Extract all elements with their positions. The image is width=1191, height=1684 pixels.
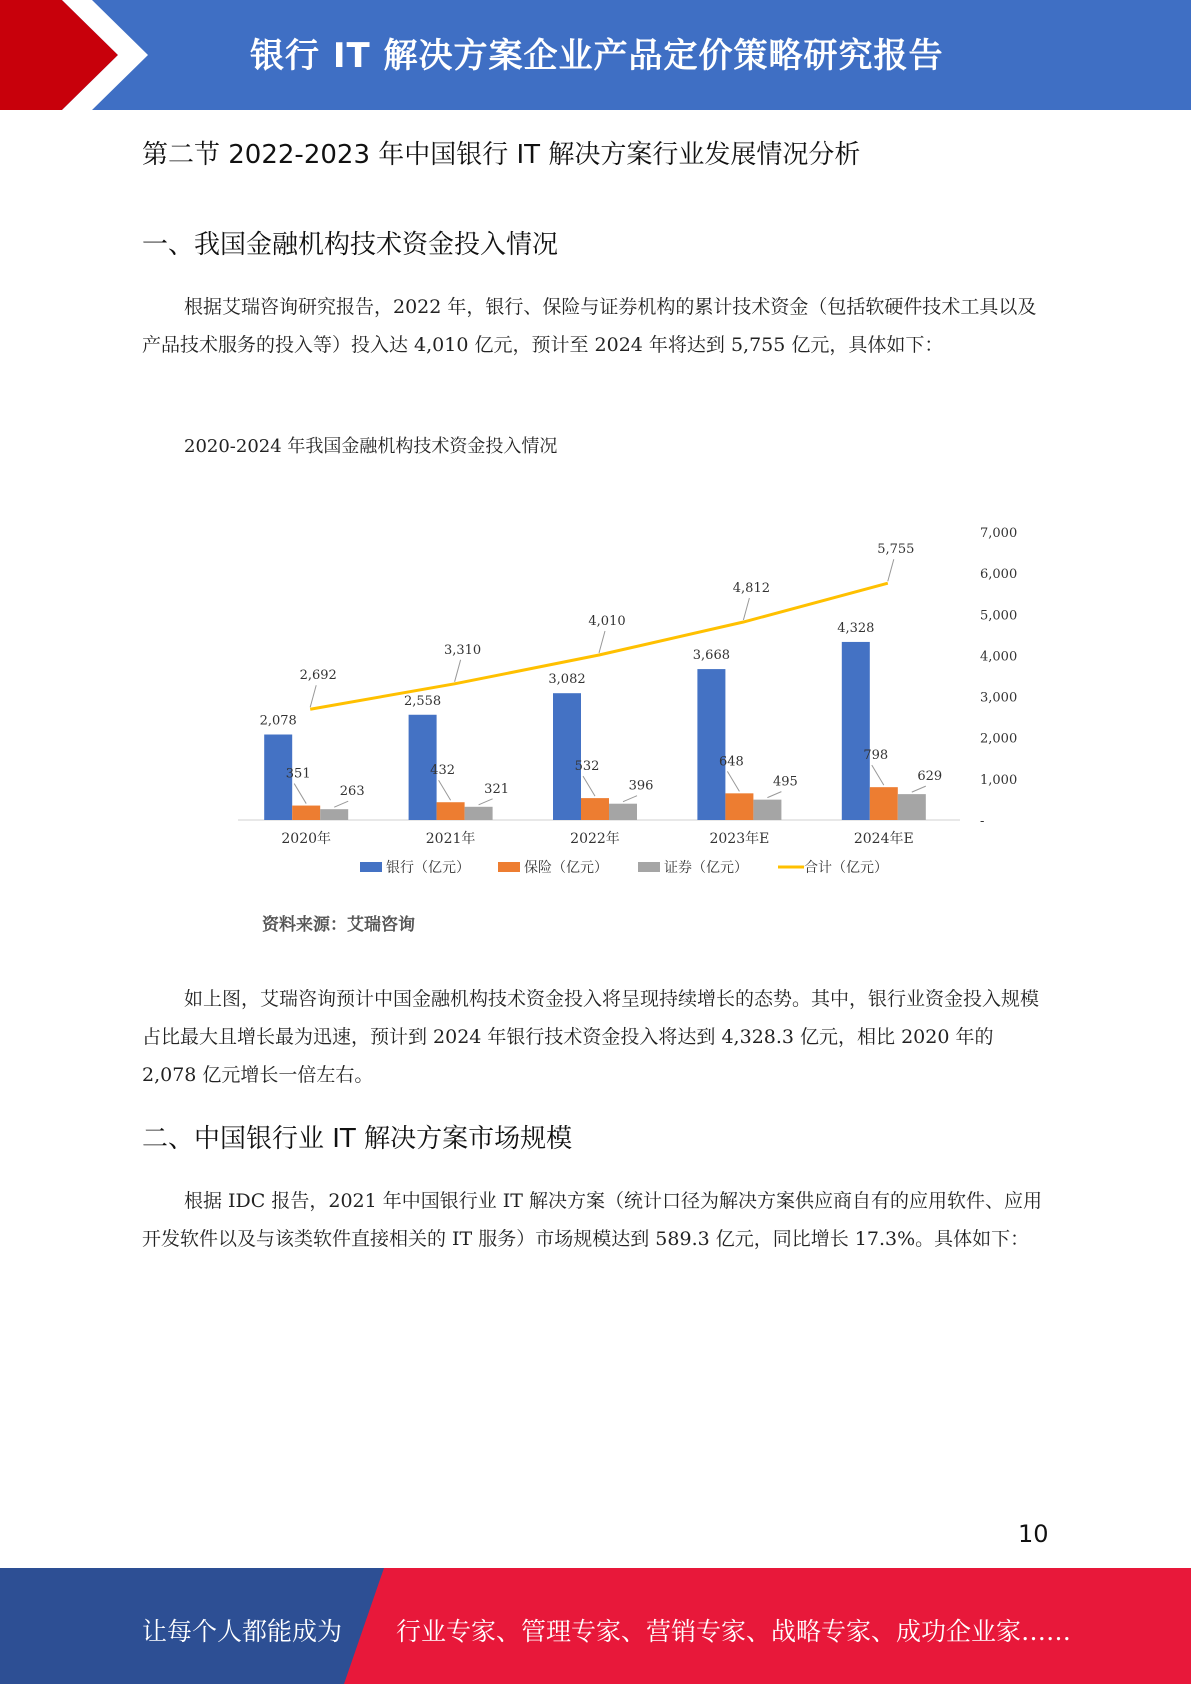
bar-data-label: 351 bbox=[285, 766, 311, 782]
bar-data-label: 648 bbox=[718, 754, 744, 770]
data-label-leader bbox=[599, 631, 605, 653]
bar-0 bbox=[553, 693, 581, 820]
footer-slogan-right: 行业专家、管理专家、营销专家、战略专家、成功企业家…… bbox=[396, 1617, 1072, 1646]
chart-caption: 2020-2024 年我国金融机构技术资金投入情况 bbox=[184, 436, 558, 457]
data-label-leader bbox=[767, 792, 781, 798]
bar-data-label: 798 bbox=[863, 748, 889, 764]
footer-slogan-left: 让每个人都能成为 bbox=[142, 1617, 343, 1646]
data-label-leader bbox=[912, 786, 926, 792]
legend-label: 证券（亿元） bbox=[664, 860, 748, 876]
x-tick-label: 2023年E bbox=[709, 831, 770, 847]
y-tick-label: 3,000 bbox=[980, 690, 1018, 706]
data-label-leader bbox=[310, 685, 316, 707]
y-tick-label: 2,000 bbox=[980, 731, 1018, 747]
part2-heading: 二、中国银行业 IT 解决方案市场规模 bbox=[142, 1124, 573, 1154]
bar-data-label: 4,328 bbox=[837, 620, 875, 636]
bar-1 bbox=[725, 793, 753, 820]
data-label-leader bbox=[872, 765, 884, 785]
bar-data-label: 2,558 bbox=[403, 693, 442, 709]
legend-swatch bbox=[360, 862, 382, 872]
bar-0 bbox=[697, 669, 725, 820]
bar-2 bbox=[898, 794, 926, 820]
bar-1 bbox=[437, 802, 465, 820]
total-line bbox=[310, 583, 888, 709]
bar-1 bbox=[870, 787, 898, 820]
bar-2 bbox=[320, 809, 348, 820]
bar-data-label: 321 bbox=[484, 781, 510, 797]
chart-source: 资料来源：艾瑞咨询 bbox=[262, 915, 415, 935]
line-data-label: 3,310 bbox=[443, 642, 482, 658]
data-label-leader bbox=[623, 796, 637, 802]
legend-label: 保险（亿元） bbox=[524, 860, 608, 876]
header-banner bbox=[0, 0, 1191, 110]
data-label-leader bbox=[583, 776, 595, 796]
bar-data-label: 3,668 bbox=[692, 648, 731, 664]
header-chevron-decoration bbox=[0, 0, 160, 110]
x-tick-label: 2021年 bbox=[425, 831, 476, 847]
bar-data-label: 3,082 bbox=[548, 672, 586, 688]
bar-2 bbox=[609, 804, 637, 820]
footer-banner bbox=[0, 1568, 1191, 1684]
part1-paragraph: 根据艾瑞咨询研究报告，2022 年，银行、保险与证券机构的累计技术资金（包括软硬件技术工具以及产品技术服务的投入等）投入达 4,010 亿元，预计至 2024 年将达到 5,755 亿元，具体如下： bbox=[142, 296, 1037, 356]
x-tick-label: 2022年 bbox=[570, 831, 620, 847]
y-tick-label: 1,000 bbox=[980, 772, 1018, 788]
legend-label: 银行（亿元） bbox=[386, 860, 470, 876]
line-data-label: 2,692 bbox=[299, 668, 337, 684]
report-title: 银行 IT 解决方案企业产品定价策略研究报告 bbox=[250, 36, 944, 76]
x-tick-label: 2020年 bbox=[281, 831, 332, 847]
y-tick-label: 7,000 bbox=[980, 526, 1018, 541]
line-data-label: 4,812 bbox=[732, 581, 771, 597]
bar-data-label: 2,078 bbox=[259, 713, 297, 729]
y-tick-label: - bbox=[980, 814, 985, 829]
bar-data-label: 532 bbox=[574, 759, 600, 775]
bar-2 bbox=[465, 807, 493, 820]
section-heading: 第二节 2022-2023 年中国银行 IT 解决方案行业发展情况分析 bbox=[142, 140, 861, 170]
data-label-leader bbox=[294, 784, 306, 804]
legend-swatch bbox=[638, 862, 660, 872]
data-label-leader bbox=[455, 660, 461, 682]
y-tick-label: 5,000 bbox=[980, 608, 1018, 624]
line-data-label: 4,010 bbox=[588, 614, 626, 630]
part1-analysis: 如上图，艾瑞咨询预计中国金融机构技术资金投入将呈现持续增长的态势。其中，银行业资金投入规模占比最大且增长最为迅速，预计到 2024 年银行技术资金投入将达到 4,328.3 亿元，相比 2020 年的 2,078 亿元增长一倍左右。 bbox=[142, 988, 1040, 1086]
y-tick-label: 4,000 bbox=[980, 649, 1018, 665]
part1-heading: 一、我国金融机构技术资金投入情况 bbox=[142, 230, 559, 260]
bar-1 bbox=[581, 798, 609, 820]
x-tick-label: 2024年E bbox=[853, 831, 914, 847]
bar-data-label: 495 bbox=[772, 774, 798, 790]
legend-label: 合计（亿元） bbox=[804, 860, 888, 876]
data-label-leader bbox=[439, 780, 451, 800]
chart-area bbox=[0, 500, 1191, 900]
part2-paragraph: 根据 IDC 报告，2021 年中国银行业 IT 解决方案（统计口径为解决方案供应商自有的应用软件、应用开发软件以及与该类软件直接相关的 IT 服务）市场规模达到 589.3 亿元，同比增长 17.3%。具体如下： bbox=[142, 1190, 1043, 1250]
data-label-leader bbox=[334, 801, 348, 807]
line-data-label: 5,755 bbox=[877, 542, 915, 558]
investment-chart bbox=[0, 500, 1191, 900]
legend-swatch bbox=[498, 862, 520, 872]
bar-0 bbox=[842, 642, 870, 820]
bar-data-label: 263 bbox=[339, 784, 365, 800]
data-label-leader bbox=[743, 598, 749, 620]
data-label-leader bbox=[888, 559, 894, 581]
bar-1 bbox=[292, 806, 320, 820]
bar-2 bbox=[753, 800, 781, 820]
y-tick-label: 6,000 bbox=[980, 567, 1018, 583]
bar-data-label: 629 bbox=[917, 769, 943, 785]
bar-data-label: 396 bbox=[628, 778, 654, 794]
data-label-leader bbox=[727, 771, 739, 791]
bar-data-label: 432 bbox=[430, 763, 456, 779]
page-number: 10 bbox=[1018, 1520, 1049, 1548]
data-label-leader bbox=[479, 799, 493, 805]
